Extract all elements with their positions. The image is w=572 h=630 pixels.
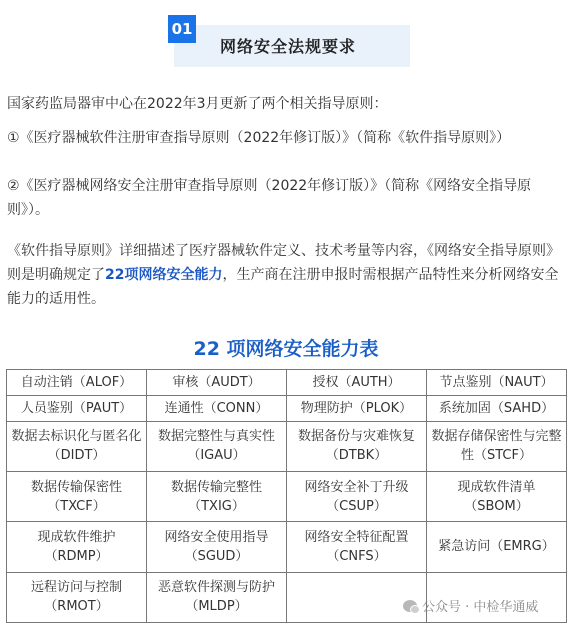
wechat-icon xyxy=(403,600,417,612)
table-cell: 物理防护（PLOK） xyxy=(287,395,427,421)
table-row xyxy=(7,395,567,421)
table-cell: 数据备份与灾难恢复（DTBK） xyxy=(287,421,427,471)
table-row xyxy=(7,522,567,572)
table-cell: 自动注销（ALOF） xyxy=(7,370,147,396)
table-cell: 网络安全特征配置（CNFS） xyxy=(287,522,427,572)
table-cell: 授权（AUTH） xyxy=(287,370,427,396)
table-cell: 数据存储保密性与完整性（STCF） xyxy=(427,421,567,471)
table-cell: 人员鉴别（PAUT） xyxy=(7,395,147,421)
section-number: 01 xyxy=(168,15,196,43)
guideline-item-2: ②《医疗器械网络安全注册审查指导原则（2022年修订版）》（简称《网络安全指导原则》）。 xyxy=(7,178,532,218)
table-row xyxy=(7,370,567,396)
table-cell: 数据去标识化与匿名化（DIDT） xyxy=(7,421,147,471)
table-cell: 连通性（CONN） xyxy=(147,395,287,421)
table-cell: 紧急访问（EMRG） xyxy=(427,522,567,572)
table-cell: 远程访问与控制（RMOT） xyxy=(7,572,147,622)
summary-text-post: ，生产商在注册申报时需根据产品特性来分析网络安全能力的适用性。 xyxy=(7,267,559,307)
table-cell: 网络安全补丁升级（CSUP） xyxy=(287,471,427,521)
summary-highlight: 22项网络安全能力 xyxy=(105,267,223,283)
summary-paragraph xyxy=(7,239,566,311)
table-cell: 系统加固（SAHD） xyxy=(427,395,567,421)
table-cell: 现成软件维护（RDMP） xyxy=(7,522,147,572)
table-row xyxy=(7,421,567,471)
capability-table xyxy=(6,369,567,623)
watermark-text: 公众号 · 中检华通威 xyxy=(422,600,539,615)
table-title: 22 项网络安全能力表 xyxy=(193,338,379,360)
summary-text-pre: 《软件指导原则》详细描述了医疗器械软件定义、技术考量等内容，《网络安全指导原则》则是明确规定了 xyxy=(7,243,560,283)
intro-paragraph: 国家药监局器审中心在2022年3月更新了两个相关指导原则： xyxy=(7,96,388,112)
section-title: 网络安全法规要求 xyxy=(220,37,357,56)
table-cell: 数据传输完整性（TXIG） xyxy=(147,471,287,521)
table-cell: 节点鉴别（NAUT） xyxy=(427,370,567,396)
section-header xyxy=(168,15,410,67)
table-cell: 恶意软件探测与防护（MLDP） xyxy=(147,572,287,622)
table-cell: 数据完整性与真实性（IGAU） xyxy=(147,421,287,471)
table-cell: 现成软件清单（SBOM） xyxy=(427,471,567,521)
table-cell: 审核（AUDT） xyxy=(147,370,287,396)
table-cell: 网络安全使用指导（SGUD） xyxy=(147,522,287,572)
guideline-item-1: ①《医疗器械软件注册审查指导原则（2022年修订版）》（简称《软件指导原则》） xyxy=(7,130,511,146)
table-cell: 数据传输保密性（TXCF） xyxy=(7,471,147,521)
watermark xyxy=(403,596,538,615)
table-row xyxy=(7,471,567,521)
